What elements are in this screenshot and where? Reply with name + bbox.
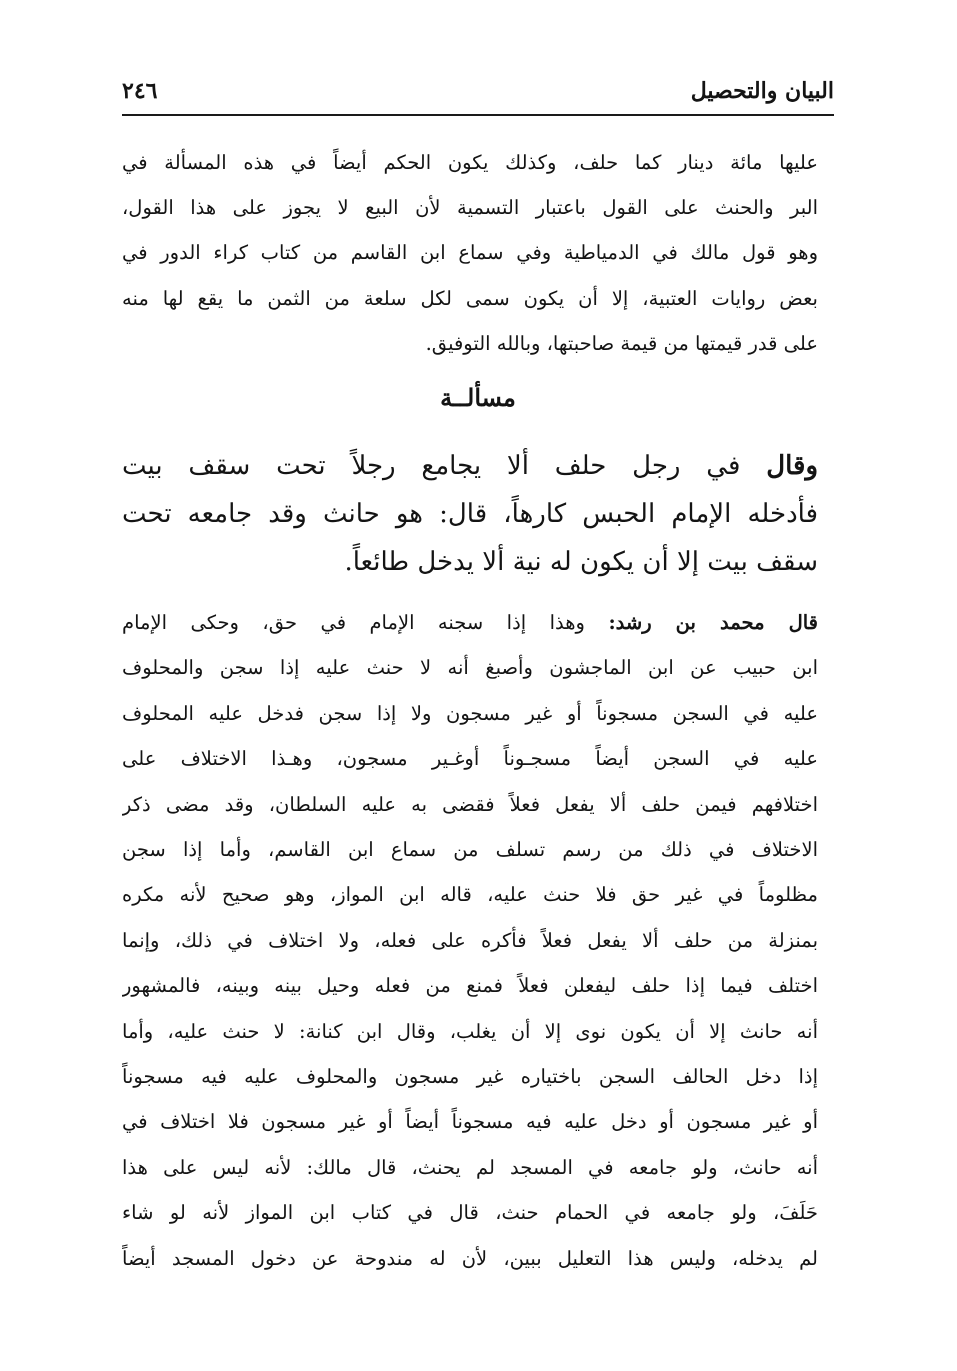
text-line: البر والحنث على القول باعتبار التسمية لأن البيع لا يجوز على هذا القول، [122, 196, 818, 220]
section-heading: مسألــة [440, 383, 516, 412]
running-header [122, 74, 834, 114]
text-line: فأدخله الإمام الحبس كارهاً، قال: هو حانث وقد جامعه تحت [122, 499, 818, 529]
text-line: وهو قول مالك في الدمياطية وفي سماع ابن القاسم من كتاب كراء الدور في [122, 241, 818, 265]
text-line: عليه في السجن أيضاً مسجـوناً أوغـير مسجون، وهـذا الاختلاف على [122, 747, 818, 771]
page-number: ٢٤٦ [122, 78, 158, 104]
line-text: في رجل حلف ألا يجامع رجلاً تحت سقف بيت [122, 451, 767, 481]
text-line [122, 442, 818, 490]
commentator-name: قال محمد بن رشد: [608, 611, 818, 634]
text-line: عليه في السجن مسجوناً أو غير مسجون ولا إذا سجن فدخل عليه المحلوف [122, 701, 818, 725]
paragraph-continued [122, 140, 818, 366]
text-line: الاختلاف في ذلك من رسم تسلف من سماع ابن القاسم، وأما إذا سجن [122, 838, 818, 862]
text-line: اختلف فيما إذا حلف ليفعلن فعلاً فمنع من فعله وحيل بينه وبينه، فالمشهور [122, 974, 818, 998]
text-line: عليها مائة دينار كما حلف، وكذلك يكون الحكم أيضاً في هذه المسألة في [122, 151, 818, 174]
text-line: حَلَفَ، ولو جامعه في الحمام حنث، قال في كتاب ابن المواز لأنه لو شاء [122, 1201, 818, 1225]
lead-word: وقال [766, 451, 818, 481]
text-line: إذا دخل الحالف السجن باختياره غير مسجون والمحلوف عليه فيه مسجوناً [122, 1065, 818, 1089]
text-line [122, 600, 818, 645]
text-line: أنه حانث، ولو جامعه في المسجد لم يحنث، قال مالك: لأنه ليس على هذا [122, 1155, 818, 1179]
book-title: البيان والتحصيل [690, 78, 834, 104]
line-text: وهذا إذا سجنه الإمام في حق، وحكى الإمام [122, 611, 609, 634]
text-line: اختلافهم فيمن حلف ألا يفعل فعلاً فقضى به عليه السلطان، وقد مضى ذكر [122, 792, 818, 816]
text-line: مظلوماً في غير حق فلا حنث عليه، قاله ابن المواز، وهو صحيح لأنه مكره [122, 883, 818, 907]
text-line: بعض روايات العتبية، إلا أن يكون سمى لكل سلعة من الثمن ما يقع لها منه [122, 286, 818, 310]
commentary-paragraph [122, 600, 818, 1281]
text-line: أنه حانث إلا أن يكون نوى إلا أن يغلب، وقال ابن كنانة: لا حنث عليه، وأما [122, 1019, 818, 1043]
text-line: بمنزلة من حلف ألا يفعل فعلاً فأكره على فعله، ولا اختلاف في ذلك، وإنما [122, 928, 818, 952]
text-line: لم يدخله، وليس هذا التعليل ببين، لأن له مندوحة عن دخول المسجد أيضاً [122, 1246, 818, 1270]
text-line: ابن حبيب عن ابن الماجشون وأصبغ أنه لا حنث عليه إذا سجن والمحلوف [122, 656, 818, 680]
question-paragraph [122, 442, 818, 586]
text-line: على قدر قيمتها من قيمة صاحبتها، وبالله التوفيق. [425, 331, 818, 355]
text-line: أو غير مسجون أو دخل عليه فيه مسجوناً أيضاً أو غير مسجون فلا اختلاف في [122, 1110, 818, 1134]
text-line: سقف بيت إلا أن يكون له نية ألا يدخل طائعاً. [344, 547, 818, 577]
header-divider [122, 114, 834, 116]
